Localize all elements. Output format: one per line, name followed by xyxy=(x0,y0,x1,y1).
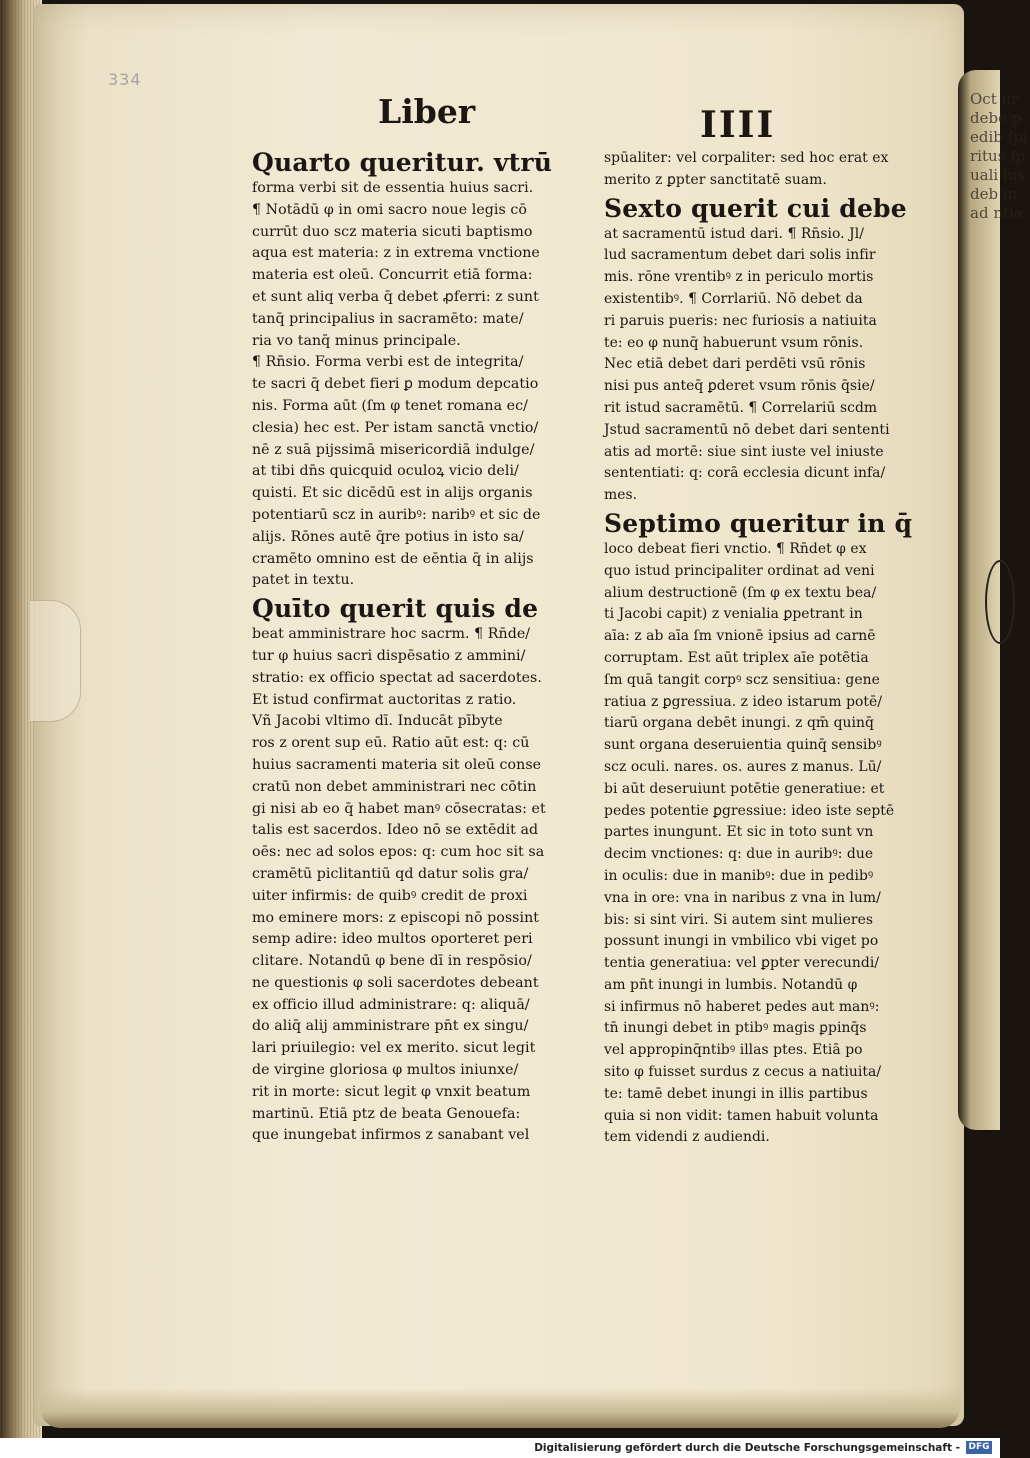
text-line: te: tamē debet inungi in illis partibus xyxy=(604,1085,868,1102)
section-heading: Quīto querit quis de xyxy=(252,594,539,624)
facing-page-marker xyxy=(985,560,1015,644)
text-line: huius sacramenti materia sit oleū conse xyxy=(252,756,542,773)
text-line: possunt inungi in vmbilico vbi viget po xyxy=(604,933,879,950)
section-heading: Sexto querit cui debe xyxy=(604,193,907,223)
text-line: existentibꝰ. ¶ Corrlariū. Nō debet da xyxy=(604,290,863,307)
text-line: mes. xyxy=(604,487,638,504)
text-line: bis: si sint viri. Si autem sint mulieres xyxy=(604,911,874,928)
text-line: ¶ Rn̄sio. Forma verbi est de integrita/ xyxy=(252,354,524,371)
left-text-column xyxy=(252,148,592,1147)
text-line: mis. rōne vrentibꝰ z in periculo mortis xyxy=(604,269,874,286)
text-line: quisti. Et sic dicēdū est in alijs organis xyxy=(252,485,533,502)
text-line: pedes potentie ꝑgressiue: ideo iste septē xyxy=(604,802,895,819)
text-line: alium destructionē (ſm φ ex textu bea/ xyxy=(604,584,877,601)
text-line: talis est sacerdos. Ideo nō se extēdit ad xyxy=(252,822,539,839)
text-line: potentiarū scz in auribꝰ: naribꝰ et sic de xyxy=(252,506,541,523)
text-line: tn̄ inungi debet in ptibꝰ magis ꝑpinq̄s xyxy=(604,1020,867,1037)
text-line: am pn̄t inungi in lumbis. Notandū φ xyxy=(604,976,858,993)
right-text-column xyxy=(604,148,930,1149)
running-head-right: IIII xyxy=(700,104,776,146)
text-line: in oculis: due in manibꝰ: due in pedibꝰ xyxy=(604,867,874,884)
text-line: tiarū organa debēt inungi. z qm̄ quinq̄ xyxy=(604,715,874,732)
funding-credit: Digitalisierung gefördert durch die Deutsche Forschungsgemeinschaft - xyxy=(534,1442,960,1454)
text-line: spūaliter: vel corpaliter: sed hoc erat ex xyxy=(604,150,889,166)
text-line: lud sacramentum debet dari solis infir xyxy=(604,247,876,264)
text-line: oēs: nec ad solos epos: q: cum hoc sit sa xyxy=(252,844,545,861)
running-head-left: Liber xyxy=(378,92,476,131)
text-line: Jstud sacramentū nō debet dari sententi xyxy=(604,421,890,438)
text-line: cratū non debet amministrari nec cōtin xyxy=(252,778,537,795)
text-line: patet in textu. xyxy=(252,572,355,589)
text-line: uiter infirmis: de quibꝰ credit de proxi xyxy=(252,887,528,904)
page-bottom-edge xyxy=(40,1388,960,1428)
text-line: ti Jacobi capit) z venialia ꝑpetrant in xyxy=(604,606,863,623)
text-line: tur φ huius sacri dispēsatio z ammini/ xyxy=(252,647,526,664)
text-line: tanq̄ principalius in sacramēto: mate/ xyxy=(252,310,524,327)
text-line: rit in morte: sicut legit φ vnxit beatum xyxy=(252,1083,531,1100)
text-line: Vñ Jacobi vltimo dī. Inducāt pībyte xyxy=(252,713,503,730)
text-line: nisi pus anteq̄ ꝑderet vsum rōnis q̄sie/ xyxy=(604,378,875,395)
text-block xyxy=(252,624,592,1147)
text-line: do aliq̄ alij amministrare pn̄t ex singu/ xyxy=(252,1018,529,1035)
text-block xyxy=(604,148,930,192)
text-line: beat amministrare hoc sacrm. ¶ Rn̄de/ xyxy=(252,626,531,643)
text-line: gi nisi ab eo q̄ habet manꝰ cōsecratas: et xyxy=(252,800,546,817)
text-line: rit istud sacramētū. ¶ Correlariū scdm xyxy=(604,399,878,416)
text-line: sententiati: q: corā ecclesia dicunt infa/ xyxy=(604,465,886,482)
text-line: bi aūt deseruiunt potētie generatiue: et xyxy=(604,780,885,797)
text-line: at tibi dn̄s quicquid oculoꝝ vicio deli/ xyxy=(252,463,519,480)
section-heading: Septimo queritur in q̄ xyxy=(604,508,913,538)
text-line: quo istud principaliter ordinat ad veni xyxy=(604,562,875,579)
text-line: forma verbi sit de essentia huius sacri. xyxy=(252,180,534,196)
text-line: vna in ore: vna in naribus z vna in lum/ xyxy=(604,889,881,906)
section-heading: Quarto queritur. vtrū xyxy=(252,148,553,177)
page-tab xyxy=(30,600,81,722)
text-line: ne questionis φ soli sacerdotes debeant xyxy=(252,974,539,991)
text-line: tentia generatiua: vel ꝑpter verecundi/ xyxy=(604,955,880,972)
text-line: ria vo tanq̄ minus principale. xyxy=(252,332,461,349)
text-line: te sacri q̄ debet fieri ꝑ modum depcatio xyxy=(252,376,539,393)
text-line: et sunt aliq verba q̄ debet ꝓferri: z sunt xyxy=(252,288,539,305)
text-line: nē z suā pijssimā misericordiā indulge/ xyxy=(252,441,535,458)
text-line: decim vnctiones: q: due in auribꝰ: due xyxy=(604,846,874,863)
text-line: Et istud confirmat auctoritas z ratio. xyxy=(252,691,517,708)
text-line: materia est oleū. Concurrit etiā forma: xyxy=(252,267,533,284)
text-line: ſm quā tangit corpꝰ scz sensitiua: gene xyxy=(604,671,880,688)
text-line: si infirmus nō haberet pedes aut manꝰ: xyxy=(604,998,880,1015)
text-line: atis ad mortē: siue sint iuste vel iniuste xyxy=(604,443,884,460)
text-line: stratio: ex officio spectat ad sacerdotes. xyxy=(252,669,542,686)
text-block xyxy=(604,539,930,1149)
folio-mark: 334 xyxy=(108,70,142,89)
text-line: que inungebat infirmos z sanabant vel xyxy=(252,1127,530,1144)
text-line: ex officio illud administrare: q: aliquā/ xyxy=(252,996,530,1013)
text-line: vel appropinq̄ntibꝰ illas ptes. Etiā po xyxy=(604,1042,863,1059)
text-line: ros z orent sup eū. Ratio aūt est: q: cū xyxy=(252,735,530,752)
text-line: quia si non vidit: tamen habuit volunta xyxy=(604,1107,879,1124)
text-block xyxy=(604,224,930,507)
text-line: loco debeat fieri vnctio. ¶ Rn̄det φ ex xyxy=(604,540,867,557)
text-line: partes inungunt. Et sic in toto sunt vn xyxy=(604,824,874,841)
text-line: nis. Forma aūt (ſm φ tenet romana ec/ xyxy=(252,397,528,414)
text-line: sunt organa deseruientia quinq̄ sensibꝰ xyxy=(604,737,882,754)
text-line: scz oculi. nares. os. aures z manus. Lū/ xyxy=(604,758,882,775)
text-line: ratiua z ꝑgressiua. z ideo istarum potē/ xyxy=(604,693,883,710)
text-line: sito φ fuisset surdus z cecus a natiuita/ xyxy=(604,1064,882,1081)
facing-page-text: Oct ur debe pedib fpiritus fpuali lus deb m ad ntia xyxy=(970,90,1028,222)
text-line: aqua est materia: z in extrema vnctione xyxy=(252,245,540,262)
text-line: at sacramentū istud dari. ¶ Rn̄sio. Jl/ xyxy=(604,225,864,242)
text-line: Nec etiā debet dari perdēti vsū rōnis xyxy=(604,356,866,373)
text-line: te: eo φ nunq̄ habuerunt vsum rōnis. xyxy=(604,334,864,351)
text-line: aīa: z ab aīa ſm vnionē ipsius ad carnē xyxy=(604,628,876,645)
text-line: semp adire: ideo multos oporteret peri xyxy=(252,931,533,948)
text-block xyxy=(252,178,592,592)
text-line: de virgine gloriosa φ multos iniunxe/ xyxy=(252,1062,519,1079)
text-line: mo eminere mors: z episcopi nō possint xyxy=(252,909,540,926)
text-line: cramēto omnino est de eēntia q̄ in alijs xyxy=(252,550,534,567)
text-line: clitare. Notandū φ bene dī in respōsio/ xyxy=(252,953,532,970)
text-line: currūt duo scz materia sicuti baptismo xyxy=(252,223,533,240)
text-line: alijs. Rōnes autē q̄re potius in isto sa/ xyxy=(252,528,524,545)
text-line: cramētū piclitantiū qd datur solis gra/ xyxy=(252,865,529,882)
text-line: clesia) hec est. Per istam sanctā vnctio/ xyxy=(252,419,539,436)
text-line: lari priuilegio: vel ex merito. sicut legit xyxy=(252,1040,536,1057)
dfg-logo: DFG xyxy=(966,1441,992,1454)
text-line: ¶ Notādū φ in omi sacro noue legis cō xyxy=(252,201,527,218)
text-line: merito z ꝑpter sanctitatē suam. xyxy=(604,171,827,188)
text-line: ri paruis pueris: nec furiosis a natiuita xyxy=(604,312,877,329)
text-line: tem videndi z audiendi. xyxy=(604,1129,770,1146)
text-line: corruptam. Est aūt triplex aīe potētia xyxy=(604,649,869,666)
text-line: martinū. Etiā ptz de beata Genouefa: xyxy=(252,1105,521,1122)
